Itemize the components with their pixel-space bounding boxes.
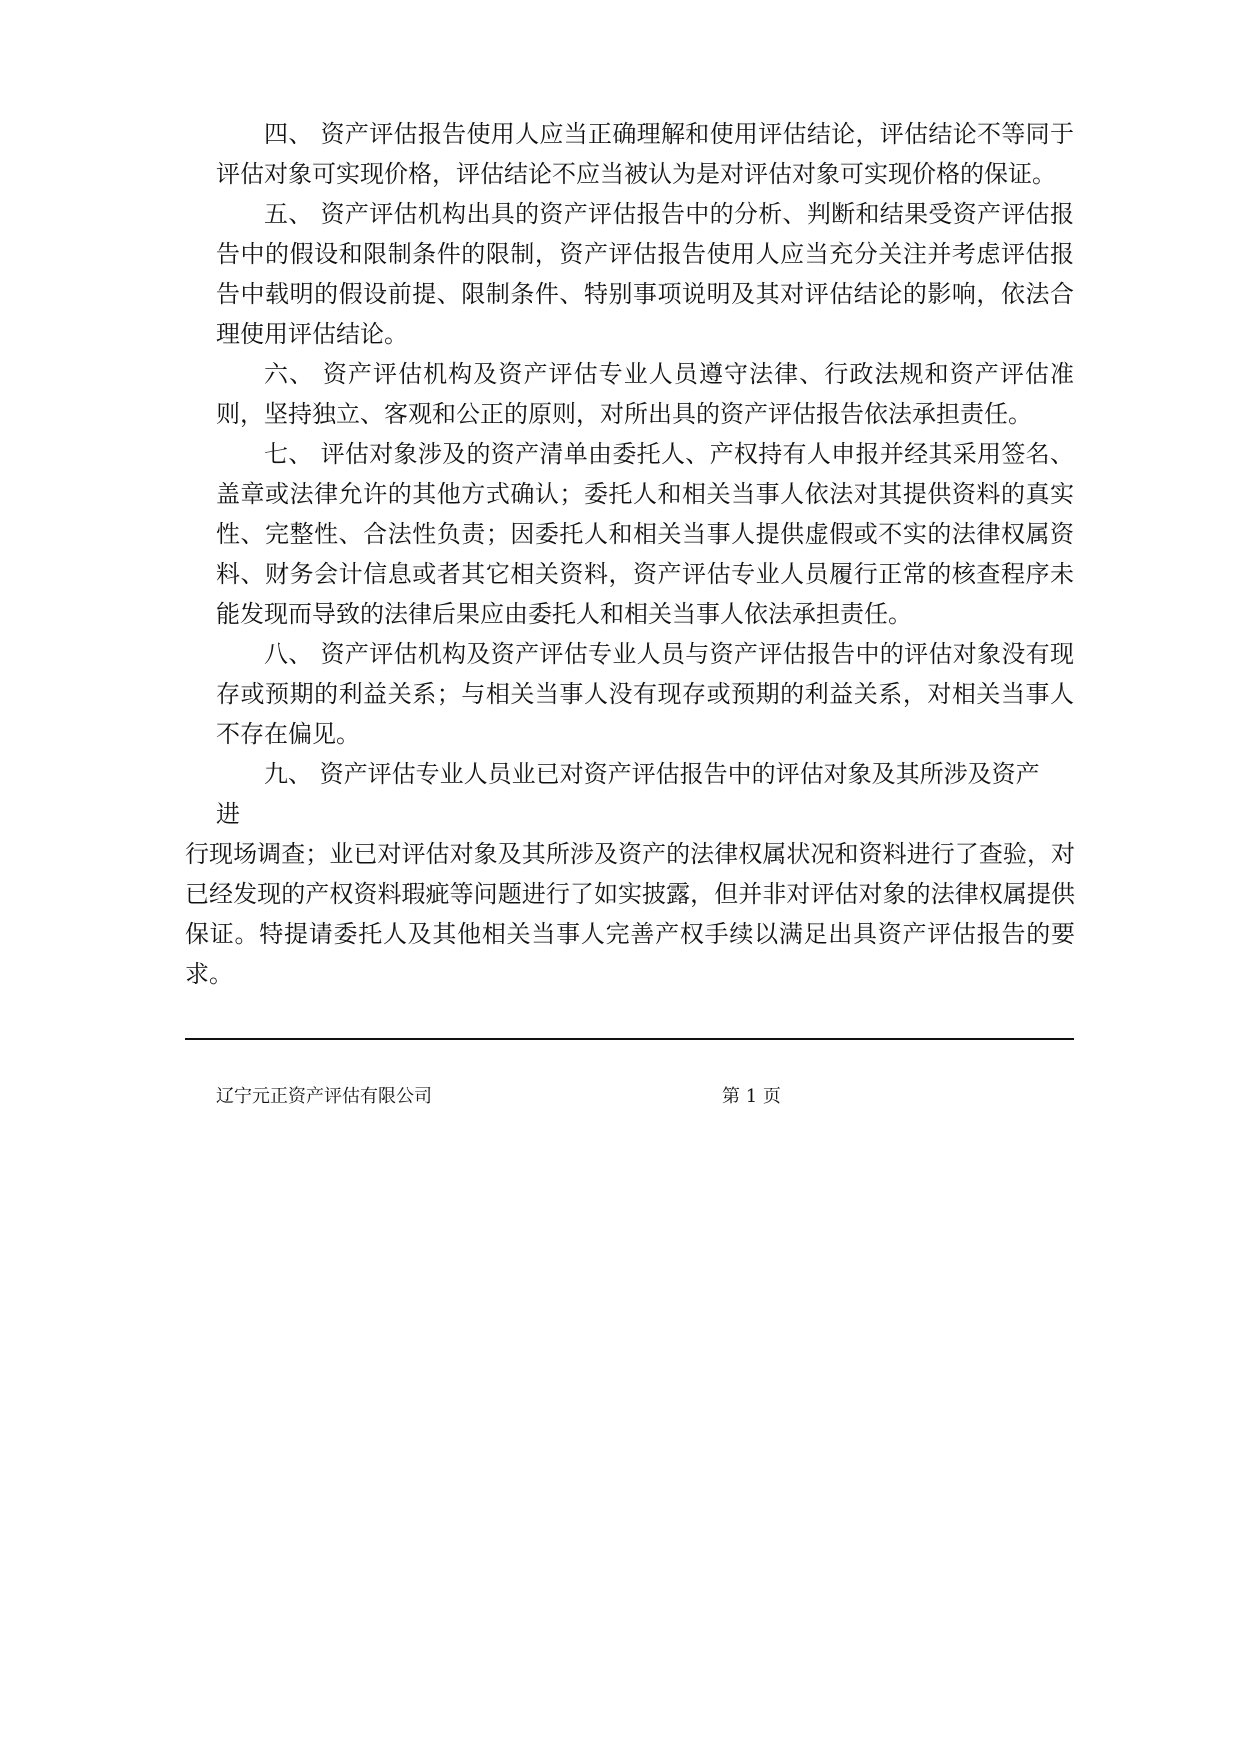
- statement-body: [185, 114, 1075, 994]
- paragraph-4: 四、 资产评估报告使用人应当正确理解和使用评估结论，评估结论不等同于评估对象可实现价格，评估结论不应当被认为是对评估对象可实现价格的保证。: [216, 120, 1074, 188]
- footer-company-name: 辽宁元正资产评估有限公司: [216, 1086, 432, 1107]
- paragraph-7: 七、 评估对象涉及的资产清单由委托人、产权持有人申报并经其采用签名、盖章或法律允许的其他方式确认；委托人和相关当事人依法对其提供资料的真实性、完整性、合法性负责；因委托人和相关当事人提供虚假或不实的法律权属资料、财务会计信息或者其它相关资料，资产评估专业人员履行正常的核查程序未能发现而导致的法律后果应由委托人和相关当事人依法承担责任。: [216, 440, 1074, 628]
- paragraph-9-continuation: 行现场调查；业已对评估对象及其所涉及资产的法律权属状况和资料进行了查验，对已经发现的产权资料瑕疵等问题进行了如实披露，但并非对评估对象的法律权属提供保证。特提请委托人及其他相关当事人完善产权手续以满足出具资产评估报告的要求。: [185, 840, 1075, 988]
- paragraph-6: 六、 资产评估机构及资产评估专业人员遵守法律、行政法规和资产评估准则，坚持独立、客观和公正的原则，对所出具的资产评估报告依法承担责任。: [216, 360, 1074, 428]
- paragraph-5: 五、 资产评估机构出具的资产评估报告中的分析、判断和结果受资产评估报告中的假设和限制条件的限制，资产评估报告使用人应当充分关注并考虑评估报告中载明的假设前提、限制条件、特别事项说明及其对评估结论的影响，依法合理使用评估结论。: [216, 200, 1074, 348]
- footer-page-number: 第 1 页: [722, 1086, 781, 1107]
- paragraph-9-orphan-char: 进: [216, 800, 240, 828]
- footer-divider: [185, 1038, 1074, 1040]
- paragraph-8: 八、 资产评估机构及资产评估专业人员与资产评估报告中的评估对象没有现存或预期的利益关系；与相关当事人没有现存或预期的利益关系，对相关当事人不存在偏见。: [216, 640, 1074, 748]
- paragraph-9-first-line: 九、 资产评估专业人员业已对资产评估报告中的评估对象及其所涉及资产: [264, 760, 1040, 788]
